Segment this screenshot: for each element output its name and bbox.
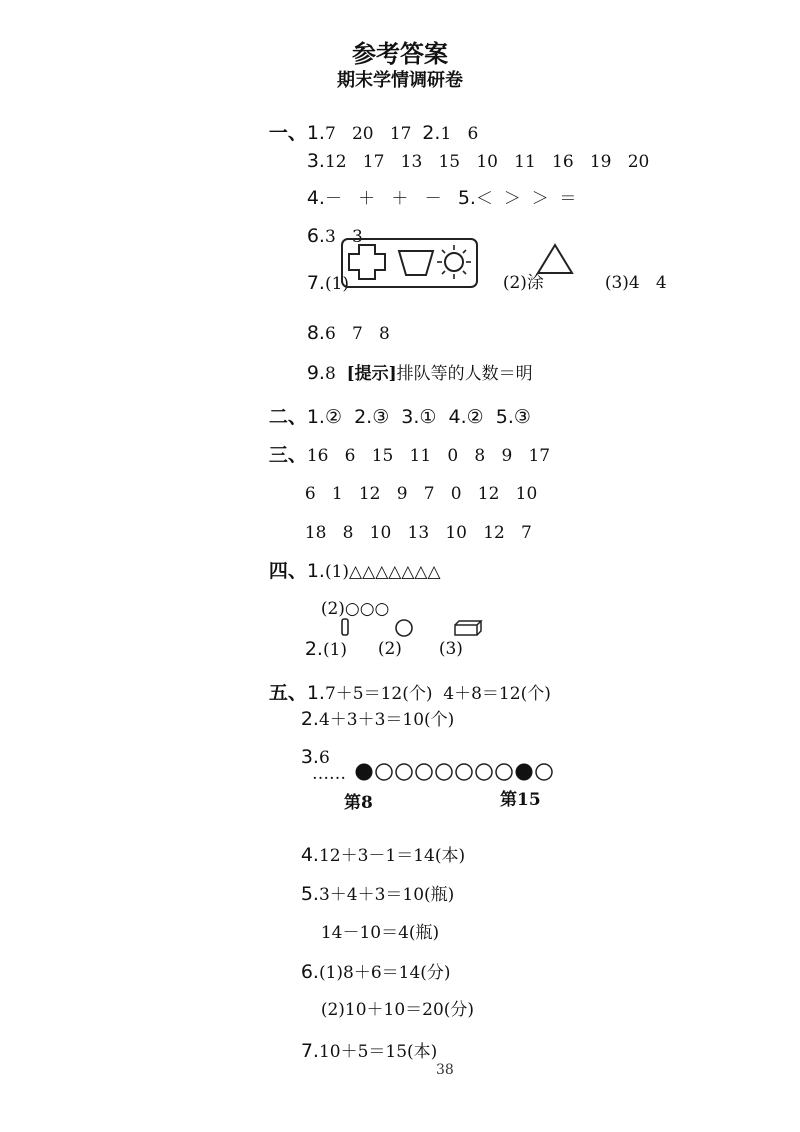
s5-q7-answer: 10＋5＝15(本)	[318, 1042, 438, 1062]
s5-q2-number: 2.	[300, 708, 319, 730]
section-5-mark: 五、	[268, 682, 307, 704]
bead-label-15: 第15	[500, 790, 541, 810]
q7-number: 7.	[306, 272, 325, 294]
section-2-mark: 二、	[268, 406, 307, 428]
section-4-line-2	[310, 576, 389, 620]
section-3-line-2	[294, 461, 537, 505]
q9-hint-label: [提示]	[346, 364, 397, 384]
s4-q2-p1: (1)	[322, 640, 348, 660]
trapezoid-shape-icon	[397, 248, 435, 278]
q1-number: 1.	[306, 122, 325, 144]
cylinder-shape-icon	[340, 617, 350, 637]
q2-number: 2.	[422, 122, 441, 144]
q4-answer: － ＋ ＋ －	[324, 189, 442, 209]
section-3-row-3: 18 8 10 13 10 12 7	[304, 523, 532, 543]
filled-bead	[356, 764, 373, 781]
section-3-row-1: 16 6 15 11 0 8 9 17	[306, 446, 551, 466]
s5-q5-line-2	[310, 900, 439, 944]
q8-number: 8.	[306, 322, 325, 344]
section-1-mark: 一、	[268, 122, 307, 144]
q7-shapes-box	[341, 238, 478, 288]
q7-line-c	[594, 250, 667, 294]
empty-bead	[536, 764, 552, 780]
q9-line	[296, 340, 533, 385]
bead-sequence	[354, 761, 554, 783]
s4-q1-number: 1.	[306, 560, 325, 582]
q9-answer: 8	[324, 364, 347, 384]
q9-hint-text: 排队等的人数＝明	[396, 364, 533, 384]
s5-q3-number: 3.	[300, 746, 319, 768]
s5-q1-number: 1.	[306, 682, 325, 704]
q9-number: 9.	[306, 362, 325, 384]
s4-q1-part2: (2)○○○	[320, 599, 390, 619]
q8-answer: 6 7 8	[324, 324, 390, 344]
empty-bead	[496, 764, 512, 780]
cross-shape-icon	[345, 242, 389, 282]
s5-q5-answer: 3＋4＋3＝10(瓶)	[318, 885, 455, 905]
s4-q1-part1: (1)△△△△△△△	[324, 562, 441, 582]
empty-bead	[416, 764, 432, 780]
triangle-shape-icon	[536, 243, 574, 275]
s5-q6-answer-2: (2)10＋10＝20(分)	[320, 1000, 475, 1020]
cuboid-shape-icon	[453, 618, 483, 638]
q5-number: 5.	[457, 187, 476, 209]
s5-q4-number: 4.	[300, 844, 319, 866]
s5-q2-answer: 4＋3＋3＝10(个)	[318, 710, 455, 730]
bead-label-8: 第8	[344, 793, 373, 813]
s5-q3-dots: ……	[312, 764, 346, 784]
sphere-shape-icon	[393, 617, 415, 639]
empty-bead	[376, 764, 392, 780]
q8-line	[296, 300, 390, 345]
q7-part2: (2)涂	[502, 273, 544, 293]
q4-number: 4.	[306, 187, 325, 209]
empty-bead	[476, 764, 492, 780]
q1-answer: 7 20 17	[324, 124, 412, 144]
s5-q1-answer: 7＋5＝12(个) 4＋8＝12(个)	[324, 684, 551, 704]
s4-q2-number: 2.	[304, 638, 323, 660]
q7-part3: (3)4 4	[604, 273, 667, 293]
filled-bead	[516, 764, 533, 781]
q2-answer: 1 6	[440, 124, 479, 144]
section-3-row-2: 6 1 12 9 7 0 12 10	[304, 484, 538, 504]
sun-shape-icon	[435, 243, 473, 281]
page-subtitle: 期末学情调研卷	[337, 70, 463, 91]
s5-q5-number: 5.	[300, 883, 319, 905]
empty-bead	[396, 764, 412, 780]
q6-number: 6.	[306, 225, 325, 247]
q7-part1: (1)	[324, 274, 350, 294]
q3-number: 3.	[306, 150, 325, 172]
s5-q3-answer: 6	[318, 748, 330, 768]
q5-answer: ＜ ＞ ＞ ＝	[475, 189, 577, 209]
s4-q2-p2: (2)	[377, 639, 402, 659]
s5-q6-number: 6.	[300, 961, 319, 983]
section-3-mark: 三、	[268, 444, 307, 466]
q3-answer: 12 17 13 15 10 11 16 19 20	[324, 152, 650, 172]
s4-q2-p3: (3)	[438, 639, 463, 659]
section-4-mark: 四、	[268, 560, 307, 582]
s5-q5-answer-2: 14－10＝4(瓶)	[320, 923, 440, 943]
empty-bead	[436, 764, 452, 780]
page-number: 38	[436, 1062, 454, 1078]
s5-q4-answer: 12＋3－1＝14(本)	[318, 846, 466, 866]
s5-q7-number: 7.	[300, 1040, 319, 1062]
s5-q6-line-2	[310, 977, 474, 1021]
empty-bead	[456, 764, 472, 780]
q6-answer: 3 3	[324, 227, 363, 247]
page-title: 参考答案	[352, 40, 448, 68]
s5-q7-line	[290, 1018, 437, 1063]
section-2-answers: 1.② 2.③ 3.① 4.② 5.③	[306, 406, 531, 428]
s5-q6-answer: (1)8＋6＝14(分)	[318, 963, 451, 983]
